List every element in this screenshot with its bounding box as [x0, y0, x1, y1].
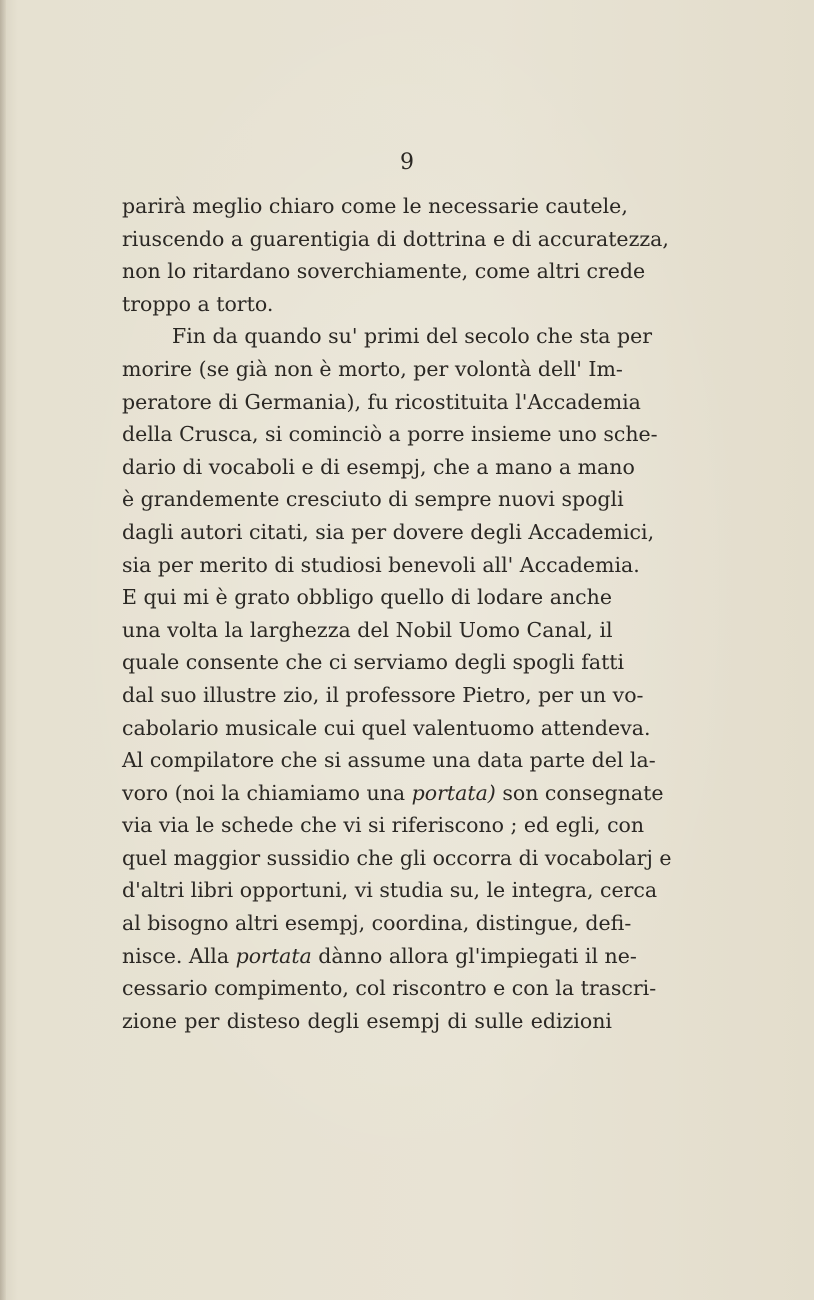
text-line: morire (se già non è morto, per volontà dell' Im- [122, 356, 623, 381]
body-text [122, 190, 672, 1037]
text-line: quale consente che ci serviamo degli spogli fatti [122, 650, 625, 675]
italic-term: portata) [411, 780, 496, 805]
text-line: dagli autori citati, sia per dovere degli Accademici, [122, 519, 655, 544]
text-line: riuscendo a guarentigia di dottrina e di accuratezza, [122, 226, 669, 251]
text-line: E qui mi è grato obbligo quello di lodare anche [122, 585, 612, 610]
text-line: via via le schede che vi si riferiscono ; ed egli, con [122, 813, 645, 838]
text-line: troppo a torto. [122, 291, 274, 316]
page-edge-shadow [0, 0, 6, 1300]
text-line: peratore di Germania), fu ricostituita l'Accademia [122, 389, 641, 414]
text-segment: voro (noi la chiamiamo una [122, 780, 412, 805]
text-line: quel maggior sussidio che gli occorra di vocabolarj e [122, 845, 672, 870]
text-line: cessario compimento, col riscontro e con la trascri- [122, 976, 657, 1001]
text-line: una volta la larghezza del Nobil Uomo Canal, il [122, 617, 613, 642]
text-line: Fin da quando su' primi del secolo che sta per [172, 324, 653, 349]
text-line: è grandemente cresciuto di sempre nuovi spogli [122, 487, 624, 512]
text-line: zione per disteso degli esempj di sulle edizioni [122, 1008, 612, 1033]
text-line [122, 777, 664, 810]
text-line: della Crusca, si cominciò a porre insieme uno sche- [122, 422, 658, 447]
page-number: 9 [400, 150, 414, 175]
text-line: al bisogno altri esempj, coordina, distingue, defi- [122, 911, 632, 936]
italic-term: portata [235, 943, 312, 968]
text-line: cabolario musicale cui quel valentuomo attendeva. [122, 715, 651, 740]
text-line: dal suo illustre zio, il professore Pietro, per un vo- [122, 682, 644, 707]
text-line: d'altri libri opportuni, vi studia su, le integra, cerca [122, 878, 658, 903]
text-line: Al compilatore che si assume una data parte del la- [122, 748, 656, 773]
text-segment: son consegnate [495, 780, 664, 805]
text-line: sia per merito di studiosi benevoli all' Accademia. [122, 552, 640, 577]
text-line [122, 940, 637, 973]
text-line: dario di vocaboli e di esempj, che a mano a mano [122, 454, 635, 479]
text-line: parirà meglio chiaro come le necessarie cautele, [122, 194, 628, 218]
text-segment: dànno allora gl'impiegati il ne- [311, 943, 637, 968]
text-segment: nisce. Alla [122, 943, 236, 968]
text-line: non lo ritardano soverchiamente, come altri crede [122, 259, 646, 284]
